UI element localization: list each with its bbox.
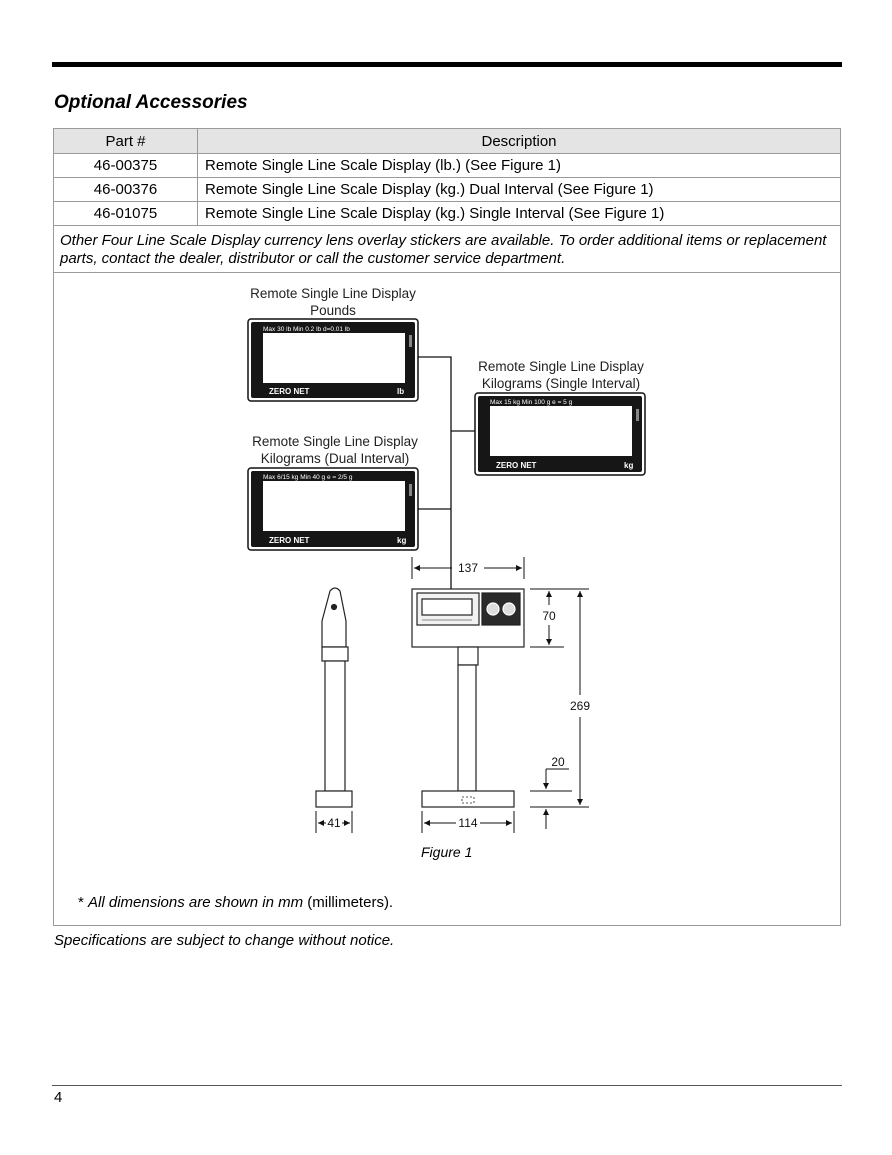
display-kg-single bbox=[475, 359, 645, 475]
figure-caption: Figure 1 bbox=[421, 844, 473, 860]
bottom-rule bbox=[52, 1085, 842, 1086]
kg-single-unit: kg bbox=[624, 461, 634, 470]
kg-dual-unit: kg bbox=[397, 536, 407, 545]
specifications-note: Specifications are subject to change without notice. bbox=[54, 932, 395, 949]
kg-single-label-line1: Remote Single Line Display bbox=[478, 359, 644, 374]
dim-70-label: 70 bbox=[542, 609, 556, 623]
accessories-table bbox=[53, 128, 841, 926]
dimensions-note-suffix: (millimeters). bbox=[303, 894, 394, 911]
part-number: 46-01075 bbox=[54, 202, 198, 226]
pounds-label-line1: Remote Single Line Display bbox=[250, 286, 416, 301]
front-view-drawing bbox=[412, 589, 524, 807]
pounds-zero-net: ZERO NET bbox=[269, 387, 310, 396]
kg-dual-label-line1: Remote Single Line Display bbox=[252, 434, 418, 449]
pounds-spec-text: Max 30 lb Min 0.2 lb d=0.01 lb bbox=[263, 326, 350, 333]
table-row bbox=[54, 202, 841, 226]
table-row bbox=[54, 154, 841, 178]
figure-1-drawing bbox=[54, 273, 840, 925]
dim-269-label: 269 bbox=[569, 699, 591, 713]
kg-dual-label-line2: Kilograms (Dual Interval) bbox=[260, 451, 410, 466]
dim-114-label: 114 bbox=[458, 816, 478, 830]
display-kg-dual bbox=[248, 434, 418, 550]
part-description: Remote Single Line Scale Display (kg.) Single Interval (See Figure 1) bbox=[198, 202, 841, 226]
dimensions-note-prefix: * bbox=[78, 894, 89, 911]
dim-20-label: 20 bbox=[551, 755, 565, 769]
header-description: Description bbox=[198, 129, 841, 154]
top-rule bbox=[52, 62, 842, 67]
kg-dual-spec-text: Max 6/15 kg Min 40 g e = 2/5 g bbox=[263, 474, 353, 481]
kg-single-spec-text: Max 15 kg Min 100 g e = 5 g bbox=[490, 399, 573, 406]
part-number: 46-00375 bbox=[54, 154, 198, 178]
accessories-note: Other Four Line Scale Display currency lens overlay stickers are available. To order additional items or replacement parts, contact the dealer, distributor or call the customer service department. bbox=[54, 226, 841, 273]
part-description: Remote Single Line Scale Display (kg.) Dual Interval (See Figure 1) bbox=[198, 178, 841, 202]
pounds-label-line2: Pounds bbox=[310, 303, 356, 318]
pounds-unit: lb bbox=[397, 387, 405, 396]
table-header-row bbox=[54, 129, 841, 154]
note-row bbox=[54, 226, 841, 273]
section-title: Optional Accessories bbox=[54, 92, 248, 113]
dim-137-label: 137 bbox=[457, 561, 479, 575]
dim-41-label: 41 bbox=[327, 816, 341, 830]
part-description: Remote Single Line Scale Display (lb.) (See Figure 1) bbox=[198, 154, 841, 178]
kg-single-zero-net: ZERO NET bbox=[496, 461, 537, 470]
dimensions-note-italic: All dimensions are shown in mm bbox=[88, 894, 304, 911]
table-row bbox=[54, 178, 841, 202]
page-number: 4 bbox=[54, 1089, 63, 1106]
display-pounds bbox=[248, 286, 418, 401]
kg-dual-zero-net: ZERO NET bbox=[269, 536, 310, 545]
figure-row bbox=[54, 273, 841, 926]
kg-single-label-line2: Kilograms (Single Interval) bbox=[481, 376, 641, 391]
dimensions-note bbox=[78, 894, 393, 911]
side-view-drawing bbox=[316, 588, 352, 807]
header-part: Part # bbox=[54, 129, 198, 154]
figure-cell bbox=[54, 273, 841, 926]
part-number: 46-00376 bbox=[54, 178, 198, 202]
